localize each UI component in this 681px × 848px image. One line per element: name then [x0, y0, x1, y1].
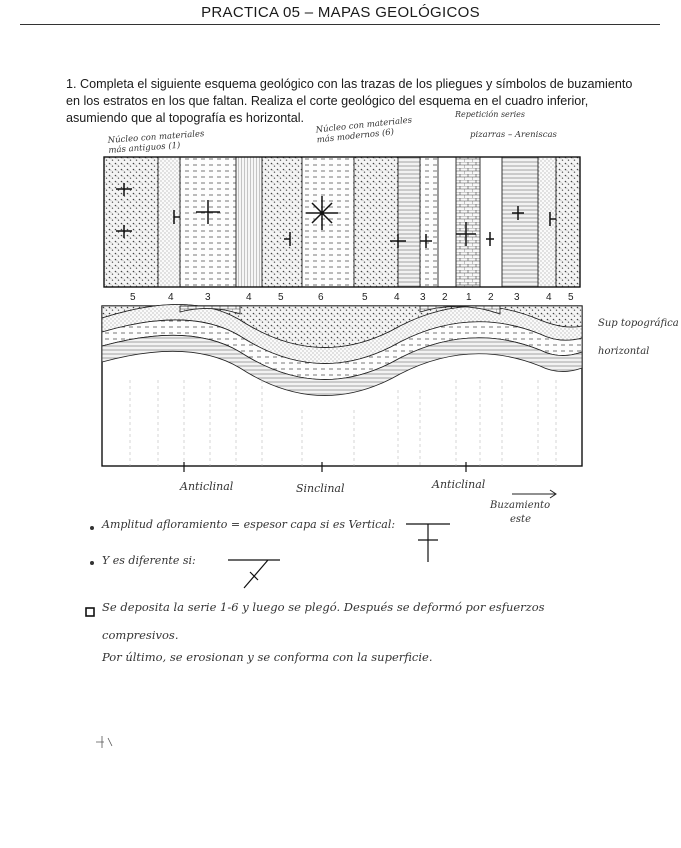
repeat-annotation: Repetición series	[455, 110, 525, 119]
map-band-3c	[502, 157, 538, 287]
older-core-annotation: Núcleo con materiales más antiguos (1)	[107, 129, 205, 156]
answer-line-2: compresivos.	[102, 628, 179, 642]
map-band-6	[302, 157, 354, 287]
bullet-icon	[90, 526, 94, 530]
inclined-dip-symbol-icon	[228, 560, 280, 588]
fold-label-anticline-2: Anticlinal	[432, 478, 486, 491]
answer-line-3: Por último, se erosionan y se conforma con la superficie.	[102, 650, 433, 664]
map-band-3b	[420, 157, 438, 287]
stratum-number: 4	[246, 292, 252, 303]
cross-section	[102, 304, 582, 498]
bullet-box-icon	[86, 608, 94, 616]
map-band-2a	[438, 157, 456, 287]
stratum-number: 5	[278, 292, 284, 303]
map-band-5c	[354, 157, 398, 287]
map-band-4c	[398, 157, 420, 287]
map-band-5d	[556, 157, 580, 287]
stratum-number: 6	[318, 292, 324, 303]
stratum-number: 1	[466, 292, 472, 303]
stratum-number: 5	[362, 292, 368, 303]
map-band-5a	[104, 157, 158, 287]
map-band-4d	[538, 157, 556, 287]
stratum-number: 4	[168, 292, 174, 303]
younger-core-annotation: Núcleo con materiales más modernos (6)	[315, 115, 413, 146]
answer-line-1: Se deposita la serie 1-6 y luego se plegó. Después se deformó por esfuerzos	[102, 600, 545, 614]
map-band-2b	[480, 157, 502, 287]
stratum-number: 5	[568, 292, 574, 303]
stratum-number: 4	[394, 292, 400, 303]
geological-map	[104, 157, 580, 287]
stratum-number: 5	[130, 292, 136, 303]
map-band-4a	[158, 157, 180, 287]
fold-label-syncline: Sinclinal	[296, 482, 345, 495]
rocks-annotation: pizarras – Areniscas	[470, 130, 557, 140]
stratum-number: 3	[514, 292, 520, 303]
stratum-number: 4	[546, 292, 552, 303]
stratum-number: 3	[205, 292, 211, 303]
stratum-number: 2	[488, 292, 494, 303]
vertical-dip-symbol-icon	[406, 524, 450, 562]
map-band-5b	[262, 157, 302, 287]
dip-label-2: este	[510, 514, 531, 525]
map-band-4b	[236, 157, 262, 287]
stratum-numbers	[130, 292, 574, 303]
bullet-icon	[90, 561, 94, 565]
exercise-instructions: 1. Completa el siguiente esquema geológico con las trazas de los pliegues y símbolos de buzamiento en los estratos en los que faltan. Realiza el corte geológico del esquema en el cuadro inferior, asumiendo que al topografía es horizontal.	[66, 77, 633, 125]
section-side-label-1: Sup topográfica	[598, 318, 679, 329]
dip-arrow-icon	[512, 490, 556, 498]
fold-label-anticline-1: Anticlinal	[180, 480, 234, 493]
map-band-1	[456, 157, 480, 287]
stratum-number: 2	[442, 292, 448, 303]
page-title: PRACTICA 05 – MAPAS GEOLÓGICOS	[201, 4, 480, 21]
note-different: Y es diferente si:	[102, 554, 196, 567]
note-vertical: Amplitud afloramiento = espesor capa si es Vertical:	[102, 518, 396, 531]
section-side-label-2: horizontal	[598, 346, 650, 357]
stray-mark-icon	[96, 736, 112, 748]
dip-label-1: Buzamiento	[490, 500, 551, 511]
stratum-number: 3	[420, 292, 426, 303]
